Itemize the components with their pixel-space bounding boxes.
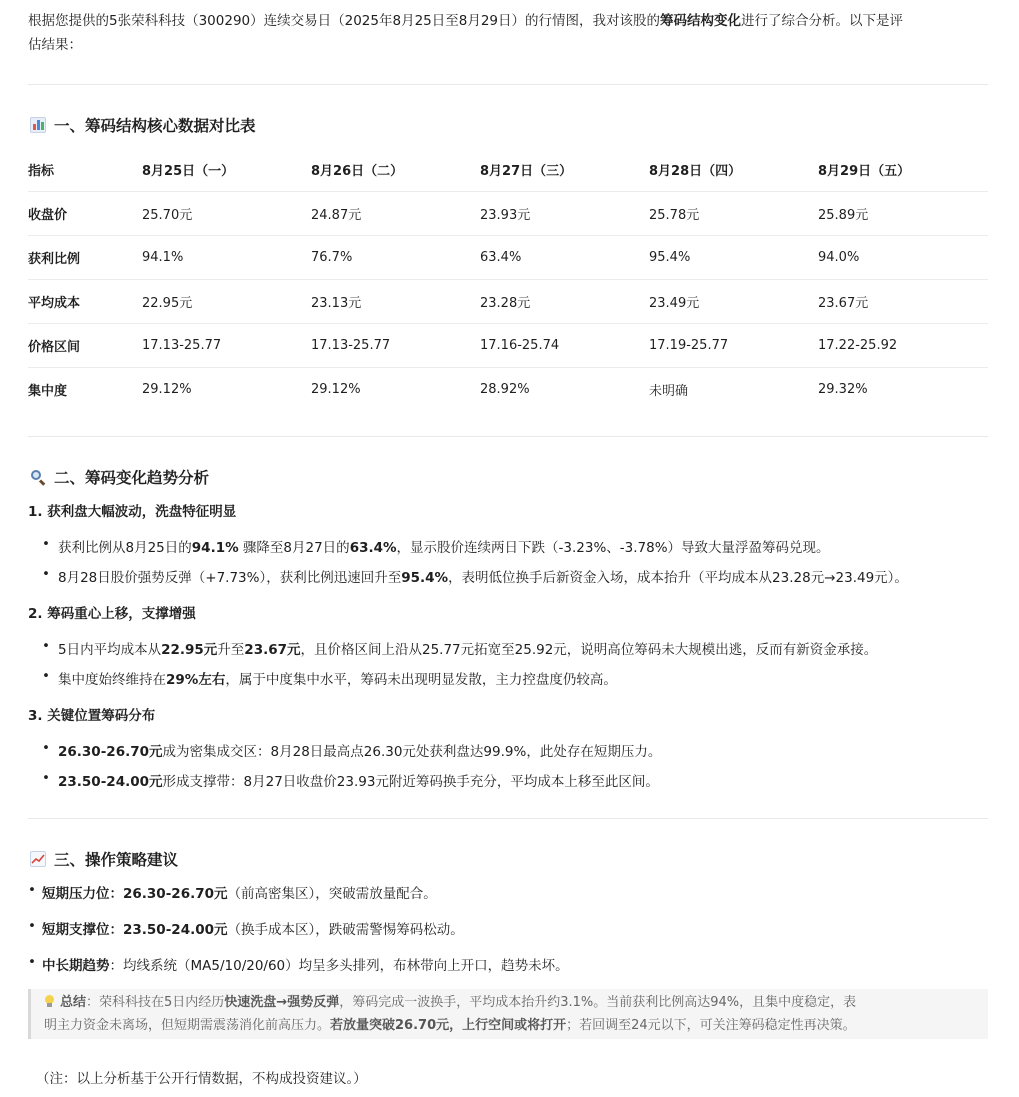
table-cell: 获利比例: [28, 236, 142, 280]
table-row: [28, 280, 988, 324]
table-header: 8月29日（五）: [818, 148, 988, 192]
table-cell: 94.1%: [142, 236, 311, 280]
bold-text: 23.50-24.00元: [58, 774, 163, 790]
section3-title: 三、操作策略建议: [54, 851, 179, 869]
bold-text: 23.67元: [244, 642, 301, 658]
list-item: [28, 882, 437, 902]
text: 明主力资金未离场，但短期需震荡消化前高压力。: [44, 1018, 331, 1033]
text: 形成支撑带：8月27日收盘价23.93元附近筹码换手充分，平均成本上移至此区间。: [162, 774, 659, 790]
text: （前高密集区），突破需放量配合。: [227, 886, 437, 902]
magnifier-icon: [30, 469, 46, 485]
bold-text: 26.30-26.70元: [58, 744, 163, 760]
summary-label: 总结: [60, 995, 87, 1010]
table-cell: 17.19-25.77: [649, 324, 818, 368]
intro-text-c: 估结果：: [28, 37, 82, 53]
text: ：荣科科技在5日内经历: [86, 995, 225, 1010]
table-row: [28, 324, 988, 368]
intro-paragraph: [28, 9, 988, 57]
intro-text-b: 进行了综合分析。以下是评: [741, 13, 904, 29]
list-item: [44, 536, 830, 556]
table-cell: 76.7%: [311, 236, 480, 280]
summary-blockquote: [28, 989, 988, 1039]
text: 骤降至8月27日的: [238, 540, 350, 556]
text: ，表明低位换手后新资金入场，成本抬升（平均成本从23.28元→23.49元）。: [448, 570, 908, 586]
bold-text: 63.4%: [349, 540, 397, 556]
table-header: 8月25日（一）: [142, 148, 311, 192]
bold-text: 快速洗盘→强势反弹: [224, 995, 340, 1010]
text: 获利比例从8月25日的: [58, 540, 192, 556]
table-cell: 收盘价: [28, 192, 142, 236]
table-cell: 17.16-25.74: [480, 324, 649, 368]
table-row: [28, 368, 988, 412]
divider: [28, 818, 988, 819]
table-cell: 23.13元: [311, 280, 480, 324]
bold-text: 29%左右: [166, 672, 226, 688]
table-cell: 23.67元: [818, 280, 988, 324]
table-cell: 23.28元: [480, 280, 649, 324]
table-cell: 23.93元: [480, 192, 649, 236]
list-item: [44, 668, 617, 688]
intro-text-a: 根据您提供的5张荣科科技（300290）连续交易日（2025年8月25日至8月29日）的行情图，我对该股的: [28, 13, 661, 29]
table-cell: 29.12%: [311, 382, 361, 397]
bold-text: ：26.30-26.70元: [109, 886, 228, 902]
table-cell: 集中度: [28, 384, 68, 399]
table-cell: 28.92%: [480, 382, 530, 397]
text: ，筹码完成一波换手，平均成本抬升约3.1%。当前获利比例高达94%，且集中度稳定，表: [339, 995, 857, 1010]
list-item: [28, 954, 569, 974]
table-cell: 未明确: [649, 384, 689, 399]
list-item: [44, 770, 659, 790]
table-cell: 94.0%: [818, 236, 988, 280]
bold-text: 95.4%: [401, 570, 449, 586]
table-cell: 25.70元: [142, 192, 311, 236]
text: 升至: [217, 642, 245, 658]
text: 集中度始终维持在: [58, 672, 166, 688]
table-header: 8月26日（二）: [311, 148, 480, 192]
text: ，属于中度集中水平，筹码未出现明显发散，主力控盘度仍较高。: [225, 672, 617, 688]
list-item: [44, 566, 908, 586]
text: （换手成本区），跌破需警惕筹码松动。: [227, 922, 464, 938]
table-cell: 22.95元: [142, 280, 311, 324]
table-cell: 价格区间: [28, 324, 142, 368]
bold-text: 短期支撑位: [42, 922, 110, 938]
table-cell: 25.78元: [649, 192, 818, 236]
table-row: [28, 236, 988, 280]
divider: [28, 436, 988, 437]
table-row: [28, 192, 988, 236]
section1-heading: [30, 114, 256, 136]
table-cell: 17.13-25.77: [311, 324, 480, 368]
intro-bold-text: 筹码结构变化: [660, 13, 742, 29]
light-bulb-icon: [44, 995, 54, 1008]
table-header: 8月28日（四）: [649, 148, 818, 192]
text: ，且价格区间上沿从25.77元拓宽至25.92元，说明高位筹码未大规模出逃，反而有新资金承接。: [300, 642, 878, 658]
table-cell: 23.49元: [649, 280, 818, 324]
bold-text: 中长期趋势: [42, 958, 110, 974]
table-cell: 29.32%: [818, 382, 868, 397]
section1-title: 一、筹码结构核心数据对比表: [54, 117, 256, 135]
footnote: （注：以上分析基于公开行情数据，不构成投资建议。）: [36, 1071, 367, 1087]
bar-chart-icon: [30, 117, 46, 133]
table-cell: 17.13-25.77: [142, 324, 311, 368]
subheading-1: 1. 获利盘大幅波动，洗盘特征明显: [28, 504, 237, 520]
bold-text: 若放量突破26.70元，上行空间或将打开: [330, 1018, 567, 1033]
table-cell: 24.87元: [311, 192, 480, 236]
section2-title: 二、筹码变化趋势分析: [54, 469, 210, 487]
text: 5日内平均成本从: [58, 642, 162, 658]
table-header: 8月27日（三）: [480, 148, 649, 192]
trend-chart-icon: [30, 851, 46, 867]
bold-text: 94.1%: [191, 540, 239, 556]
list-item: [44, 740, 661, 760]
text: ；若回调至24元以下，可关注筹码稳定性再决策。: [566, 1018, 856, 1033]
table-cell: 95.4%: [649, 236, 818, 280]
subheading-3: 3. 关键位置筹码分布: [28, 708, 156, 724]
table-cell: 17.22-25.92: [818, 324, 988, 368]
text: 成为密集成交区：8月28日最高点26.30元处获利盘达99.9%，此处存在短期压力。: [162, 744, 662, 760]
divider: [28, 84, 988, 85]
bold-text: 短期压力位: [42, 886, 110, 902]
section2-heading: [30, 466, 209, 488]
section3-heading: [30, 848, 178, 870]
chip-structure-table: [28, 148, 988, 411]
text: ：均线系统（MA5/10/20/60）均呈多头排列，布林带向上开口，趋势未坏。: [109, 958, 569, 974]
bold-text: 22.95元: [161, 642, 218, 658]
list-item: [44, 638, 877, 658]
bold-text: ：23.50-24.00元: [109, 922, 228, 938]
table-cell: 63.4%: [480, 236, 649, 280]
subheading-2: 2. 筹码重心上移，支撑增强: [28, 606, 196, 622]
text: ，显示股价连续两日下跌（-3.23%、-3.78%）导致大量浮盈筹码兑现。: [396, 540, 830, 556]
table-header-row: [28, 148, 988, 192]
text: 8月28日股价强势反弹（+7.73%），获利比例迅速回升至: [58, 570, 402, 586]
table-cell: 平均成本: [28, 280, 142, 324]
list-item: [28, 918, 464, 938]
table-cell: 29.12%: [142, 382, 192, 397]
table-header: 指标: [28, 148, 142, 192]
table-cell: 25.89元: [818, 192, 988, 236]
